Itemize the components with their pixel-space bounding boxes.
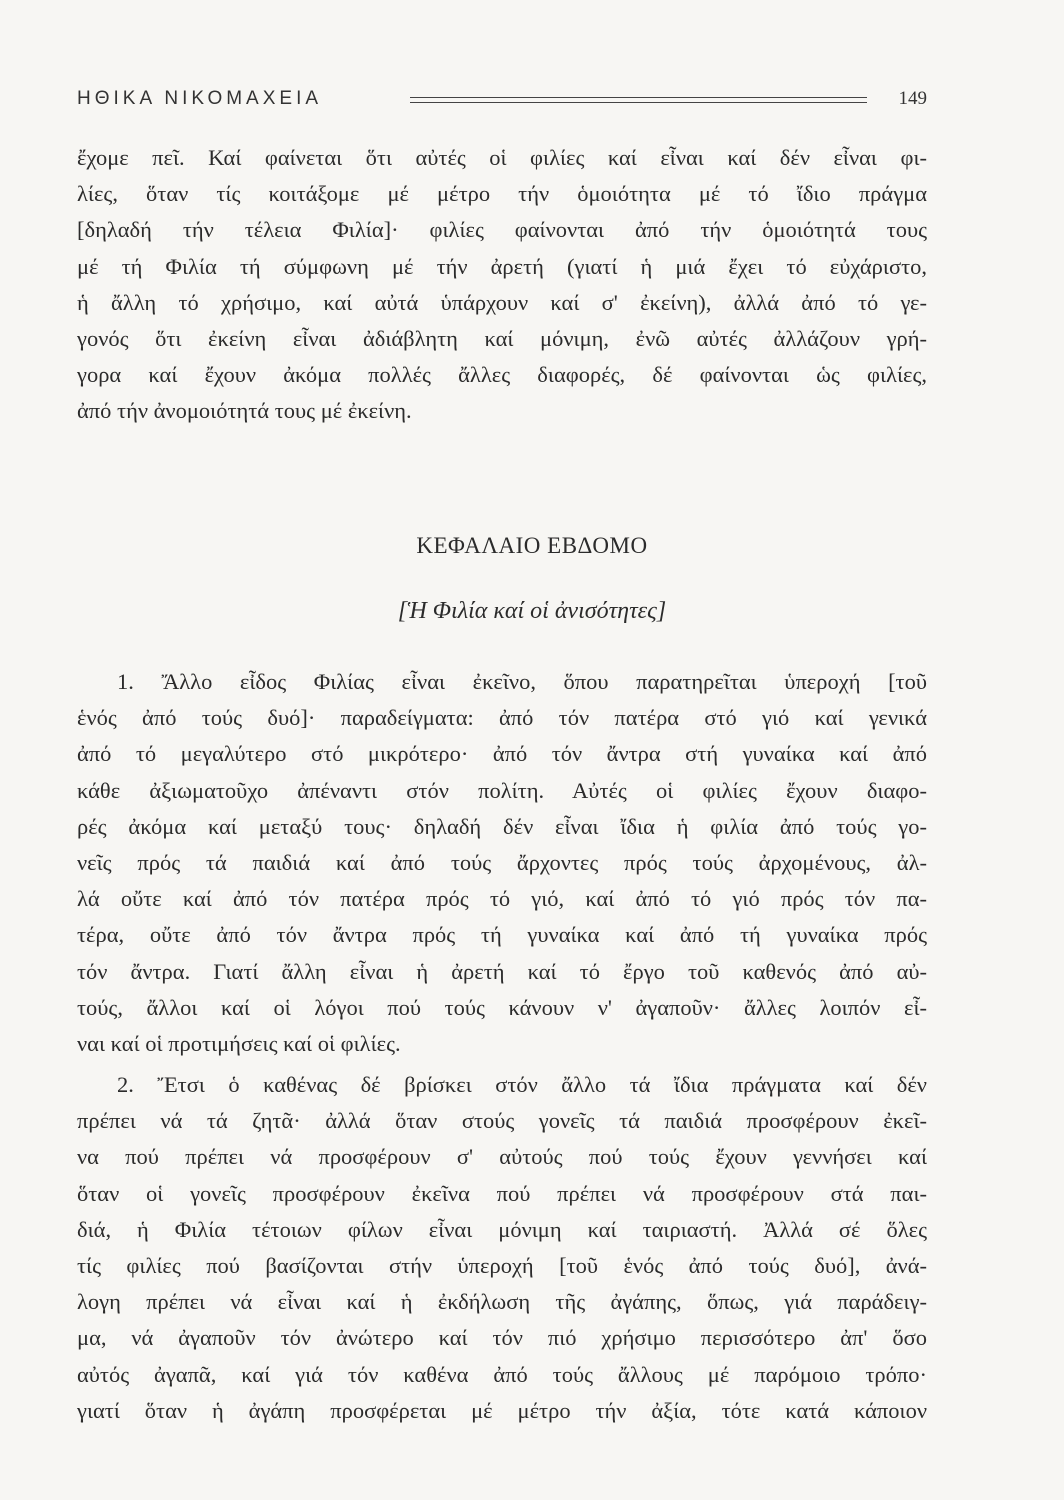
text-line: ἑνός ἀπό τούς δυό]· παραδείγματα: ἀπό τόν πατέρα στό γιό καί γενικά bbox=[77, 705, 927, 731]
text-line: γορα καί ἔχουν ἀκόμα πολλές ἄλλες διαφορές, δέ φαίνονται ὡς φιλίες, bbox=[77, 362, 927, 388]
paragraph-1 bbox=[77, 664, 927, 1062]
page-number: 149 bbox=[898, 88, 927, 109]
text-line: νεῖς πρός τά παιδιά καί ἀπό τούς ἄρχοντες πρός τούς ἀρχομένους, ἀλ- bbox=[77, 849, 927, 875]
text-line: διά, ἡ Φιλία τέτοιων φίλων εἶναι μόνιμη καί ταιριαστή. Ἀλλά σέ ὅλες bbox=[77, 1216, 927, 1242]
book-title: ΗΘΙΚΑ ΝΙΚΟΜΑΧΕΙΑ bbox=[77, 88, 323, 109]
text-line: τέρα, οὔτε ἀπό τόν ἄντρα πρός τή γυναίκα καί ἀπό τή γυναίκα πρός bbox=[77, 922, 927, 948]
text-line: ρές ἀκόμα καί μεταξύ τους· δηλαδή δέν εἶναι ἴδια ἡ φιλία ἀπό τούς γο- bbox=[77, 813, 927, 839]
text-line: τίς φιλίες πού βασίζονται στήν ὑπεροχή [τοῦ ἑνός ἀπό τούς δυό], ἀνά- bbox=[77, 1252, 927, 1278]
text-line: μέ τή Φιλία τή σύμφωνη μέ τήν ἀρετή (γιατί ἡ μιά ἔχει τό εὐχάριστο, bbox=[77, 253, 927, 279]
text-line: πρέπει νά τά ζητᾶ· ἀλλά ὅταν στούς γονεῖς τά παιδιά προσφέρουν ἐκεῖ- bbox=[77, 1108, 927, 1134]
text-line: να πού πρέπει νά προσφέρουν σ' αὐτούς πού τούς ἔχουν γεννήσει καί bbox=[77, 1144, 927, 1170]
text-line: ἔχομε πεῖ. Καί φαίνεται ὅτι αὐτές οἱ φιλίες καί εἶναι καί δέν εἶναι φι- bbox=[77, 145, 927, 170]
paragraph-2 bbox=[77, 1067, 927, 1429]
chapter-subtitle: [Ἡ Φιλία καί οἱ ἀνισότητες] bbox=[397, 598, 667, 624]
text-line: γιατί ὅταν ἡ ἀγάπη προσφέρεται μέ μέτρο τήν ἀξία, τότε κατά κάποιον bbox=[77, 1397, 927, 1423]
text-line: γονός ὅτι ἐκείνη εἶναι ἀδιάβλητη καί μόνιμη, ἐνῶ αὐτές ἀλλάζουν γρή- bbox=[77, 325, 927, 351]
text-line: λά οὔτε καί ἀπό τόν πατέρα πρός τό γιό, καί ἀπό τό γιό πρός τόν πα- bbox=[77, 886, 927, 912]
text-line: 1. Ἄλλο εἶδος Φιλίας εἶναι ἐκεῖνο, ὅπου παρατηρεῖται ὑπεροχή [τοῦ bbox=[117, 669, 927, 694]
text-line: λογη πρέπει νά εἶναι καί ἡ ἐκδήλωση τῆς ἀγάπης, ὅπως, γιά παράδειγ- bbox=[77, 1289, 927, 1315]
header-double-rule bbox=[410, 97, 867, 103]
running-header bbox=[77, 88, 927, 118]
text-line: τούς, ἄλλοι καί οἱ λόγοι πού τούς κάνουν ν' ἀγαποῦν· ἄλλες λοιπόν εἶ- bbox=[77, 994, 927, 1020]
text-line: τόν ἄντρα. Γιατί ἄλλη εἶναι ἡ ἀρετή καί τό ἔργο τοῦ καθενός ἀπό αὐ- bbox=[77, 958, 927, 984]
text-line: ἡ ἄλλη τό χρήσιμο, καί αὐτά ὑπάρχουν καί σ' ἐκείνη), ἀλλά ἀπό τό γε- bbox=[77, 289, 927, 315]
text-line: ναι καί οἱ προτιμήσεις καί οἱ φιλίες. bbox=[77, 1030, 401, 1056]
text-line: ὅταν οἱ γονεῖς προσφέρουν ἐκεῖνα πού πρέπει νά προσφέρουν στά παι- bbox=[77, 1180, 927, 1206]
text-line: κάθε ἀξιωματοῦχο ἀπέναντι στόν πολίτη. Αὐτές οἱ φιλίες ἔχουν διαφο- bbox=[77, 777, 927, 803]
text-line: 2. Ἔτσι ὁ καθένας δέ βρίσκει στόν ἄλλο τά ἴδια πράγματα καί δέν bbox=[117, 1072, 927, 1097]
text-line: ἀπό τό μεγαλύτερο στό μικρότερο· ἀπό τόν ἄντρα στή γυναίκα καί ἀπό bbox=[77, 741, 927, 767]
text-line: αὐτός ἀγαπᾶ, καί γιά τόν καθένα ἀπό τούς ἄλλους μέ παρόμοιο τρόπο· bbox=[77, 1361, 927, 1387]
chapter-heading: ΚΕΦΑΛΑΙΟ ΕΒΔΟΜΟ bbox=[416, 533, 648, 558]
text-line: μα, νά ἀγαποῦν τόν ἀνώτερο καί τόν πιό χρήσιμο περισσότερο ἀπ' ὅσο bbox=[77, 1325, 927, 1351]
text-line: λίες, ὅταν τίς κοιτάξομε μέ μέτρο τήν ὁμοιότητα μέ τό ἴδιο πράγμα bbox=[77, 181, 927, 207]
text-line: [δηλαδή τήν τέλεια Φιλία]· φιλίες φαίνονται ἀπό τήν ὁμοιότητά τους bbox=[77, 217, 927, 243]
paragraph-continuation bbox=[77, 140, 927, 430]
text-line: ἀπό τήν ἀνομοιότητά τους μέ ἐκείνη. bbox=[77, 398, 412, 424]
